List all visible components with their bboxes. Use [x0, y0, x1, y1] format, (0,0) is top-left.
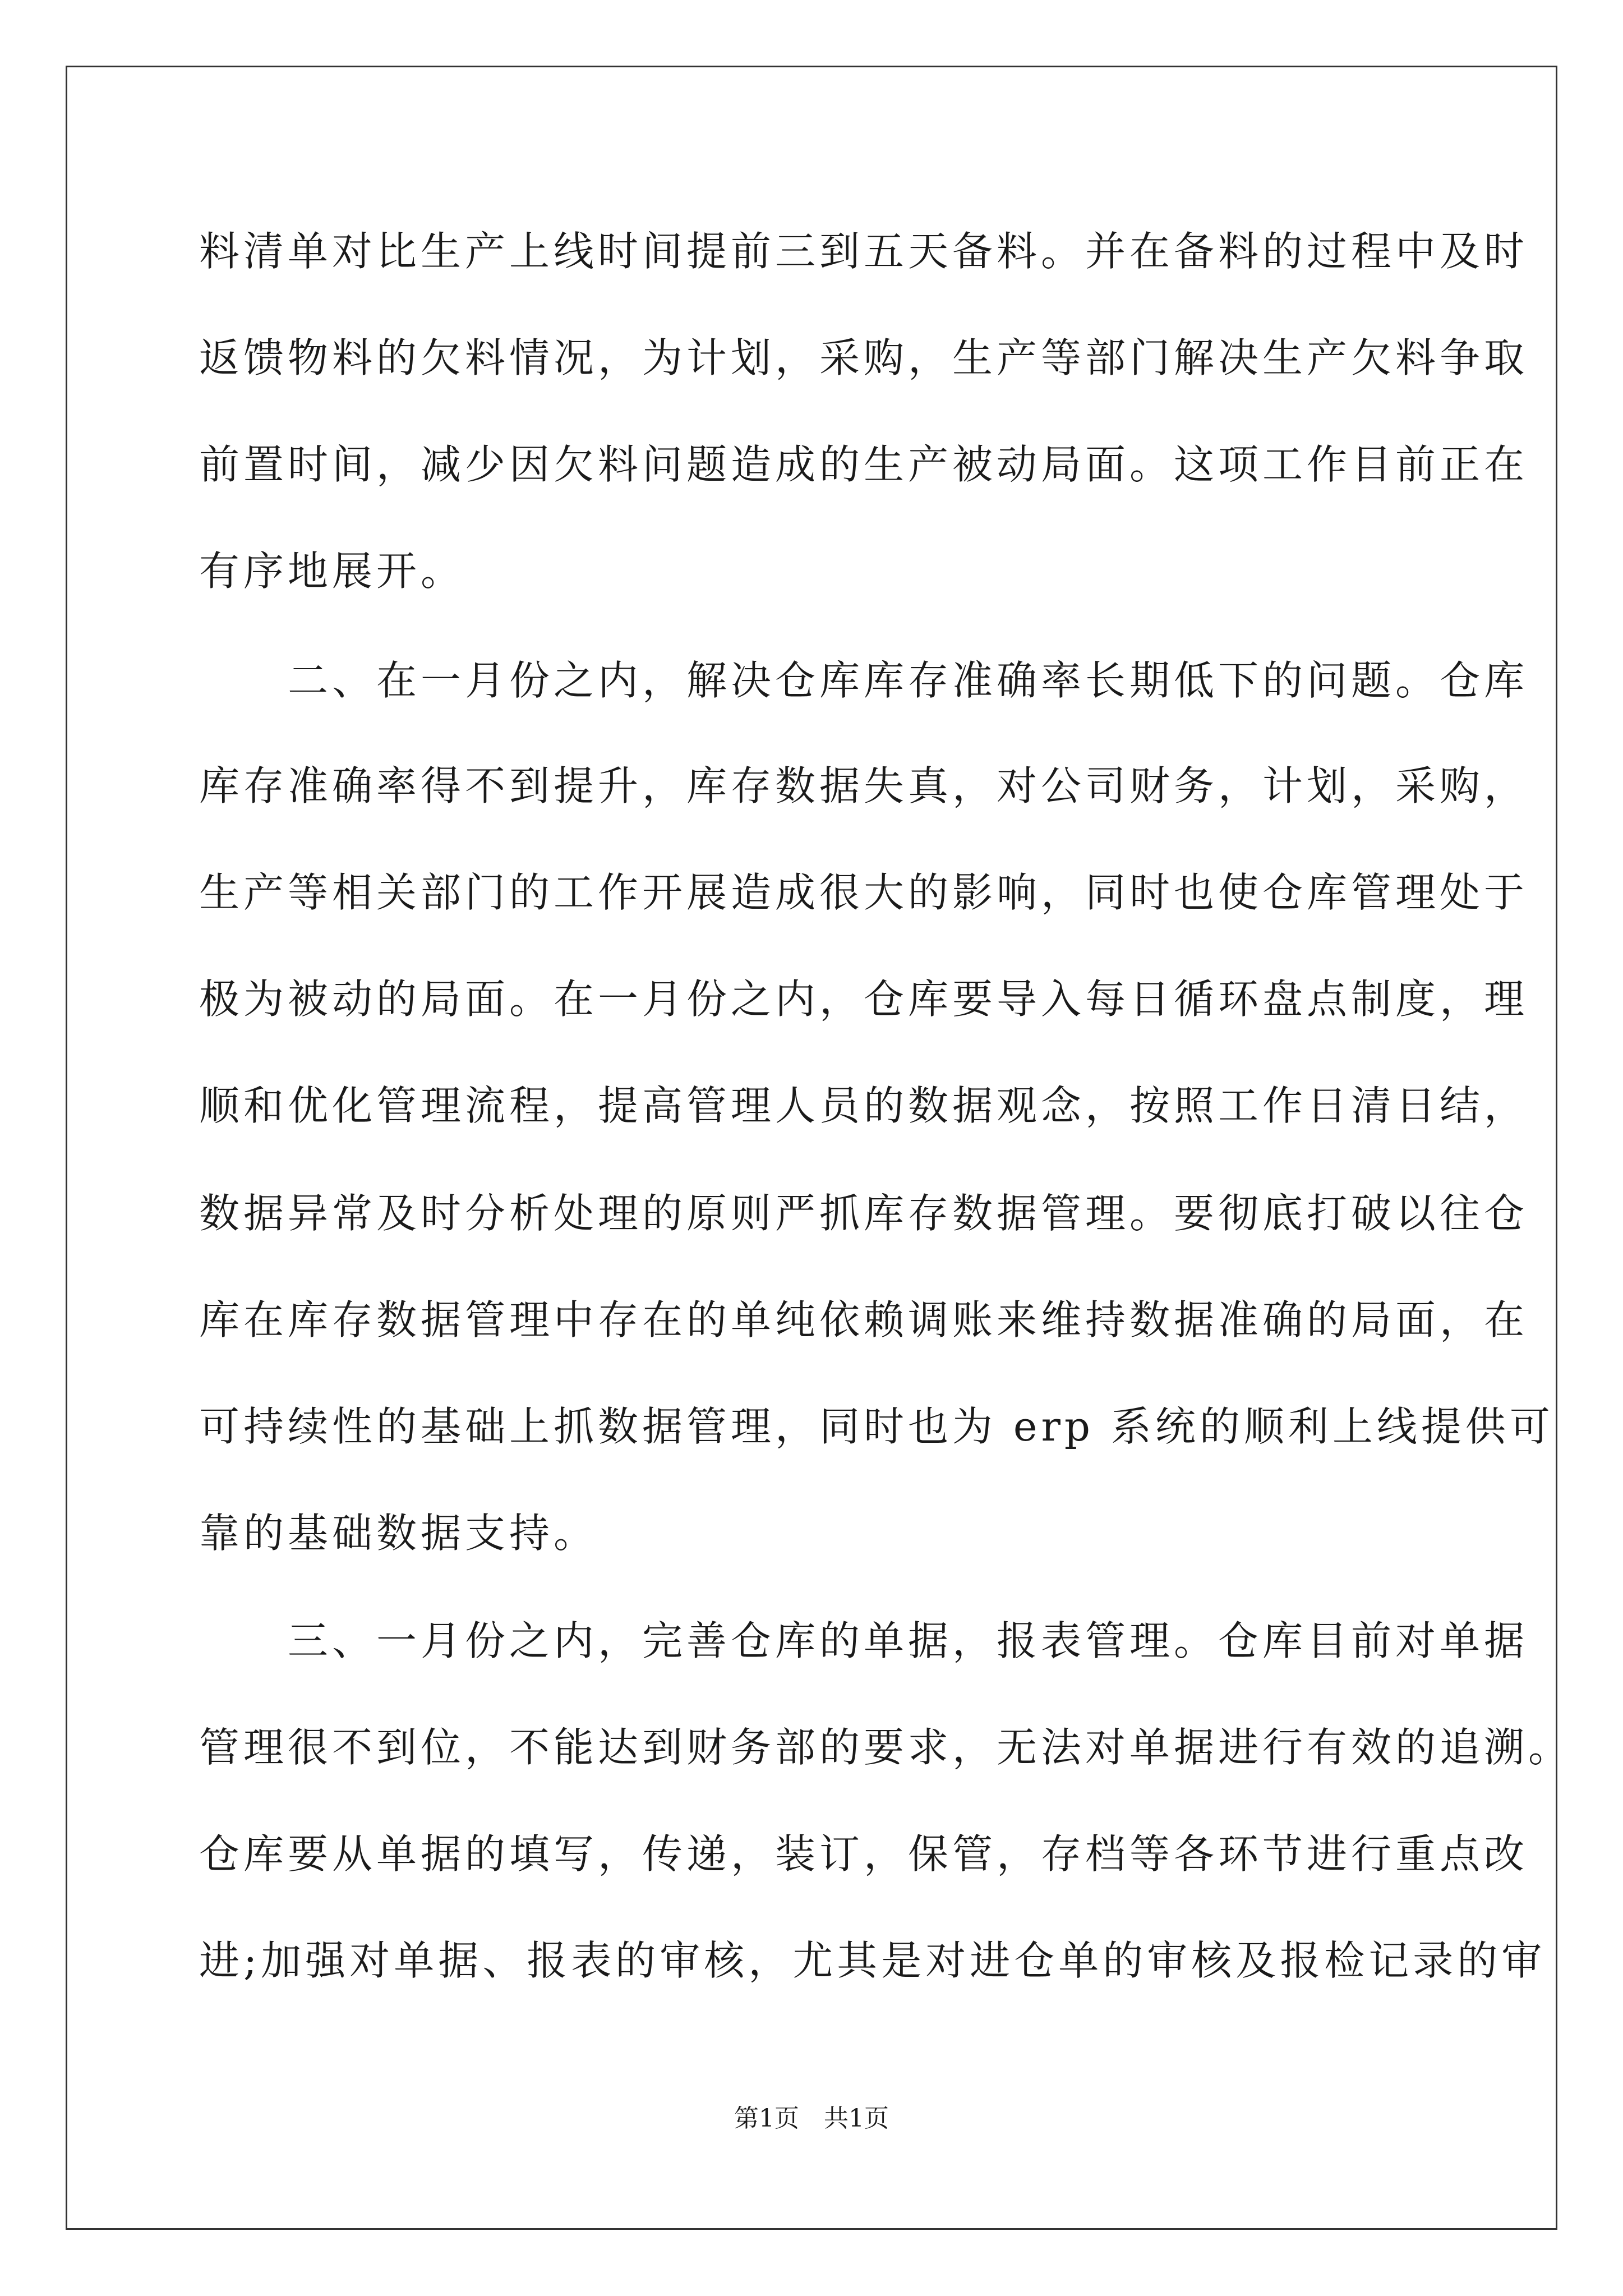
- text-line: 三、一月份之内，完善仓库的单据，报表管理。仓库目前对单据: [199, 1617, 1529, 1664]
- text-line: 仓库要从单据的填写，传递，装订，保管，存档等各环节进行重点改: [199, 1830, 1529, 1878]
- text-line: 前置时间，减少因欠料问题造成的生产被动局面。这项工作目前正在: [199, 441, 1529, 488]
- text-line: 靠的基础数据支持。: [199, 1510, 598, 1557]
- text-line: 数据异常及时分析处理的原则严抓库存数据管理。要彻底打破以往仓: [199, 1190, 1529, 1237]
- text-line: 库在库存数据管理中存在的单纯依赖调账来维持数据准确的局面，在: [199, 1296, 1529, 1343]
- text-line: 二、在一月份之内，解决仓库库存准确率长期低下的问题。仓库: [199, 657, 1529, 704]
- text-line: 库存准确率得不到提升，库存数据失真，对公司财务，计划，采购，: [199, 762, 1529, 809]
- text-line: 返馈物料的欠料情况，为计划，采购，生产等部门解决生产欠料争取: [199, 334, 1529, 381]
- page-number-footer: 第1页 共1页: [734, 2104, 889, 2133]
- text-line: 有序地展开。: [199, 547, 465, 595]
- text-line: 生产等相关部门的工作开展造成很大的影响，同时也使仓库管理处于: [199, 869, 1529, 916]
- text-line: 管理很不到位，不能达到财务部的要求，无法对单据进行有效的追溯。: [199, 1724, 1573, 1771]
- text-line: 极为被动的局面。在一月份之内，仓库要导入每日循环盘点制度，理: [199, 976, 1529, 1023]
- text-line: 进;加强对单据、报表的审核，尤其是对进仓单的审核及报检记录的审: [199, 1937, 1546, 1984]
- text-line: 料清单对比生产上线时间提前三到五天备料。并在备料的过程中及时: [199, 228, 1529, 275]
- text-line: 顺和优化管理流程，提高管理人员的数据观念，按照工作日清日结，: [199, 1082, 1529, 1129]
- text-line: 可持续性的基础上抓数据管理，同时也为 erp 系统的顺利上线提供可: [199, 1403, 1554, 1450]
- page-border: [66, 66, 1557, 2230]
